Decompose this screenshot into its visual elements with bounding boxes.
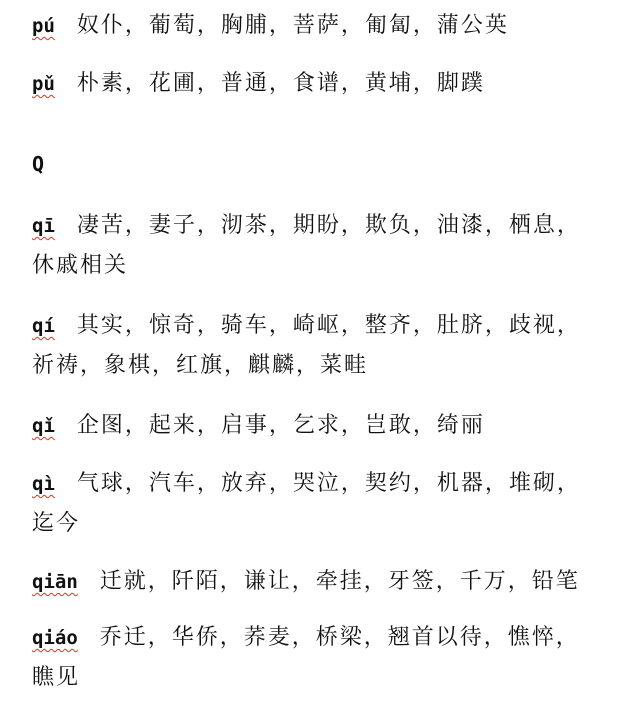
word-list: 迁就，阡陌，谦让，牵挂，牙签，千万，铅笔: [99, 569, 580, 594]
word-list-continued: 休戚相关: [32, 253, 129, 278]
entry-qi3: [32, 406, 602, 446]
entry-qi2: [32, 306, 602, 386]
entry-qian: [32, 562, 602, 602]
pinyin-label: qì: [32, 473, 55, 495]
word-list-continued: 祈祷，象棋，红旗，麒麟，菜畦: [32, 353, 369, 378]
section-heading: Q: [32, 152, 45, 176]
entry-pu3: [32, 64, 602, 104]
pinyin-label: pǔ: [32, 73, 55, 95]
word-list: 朴素，花圃，普通，食谱，黄埔，脚蹼: [76, 71, 485, 96]
word-list-continued: 瞧见: [32, 665, 81, 690]
word-list: 乔迁，华侨，荞麦，桥梁，翘首以待，憔悴，: [99, 625, 580, 650]
word-list: 其实，惊奇，骑车，崎岖，整齐，肚脐，歧视，: [76, 313, 581, 338]
pinyin-label: qǐ: [32, 415, 55, 437]
pinyin-label: qiáo: [32, 627, 78, 649]
pinyin-label: qiān: [32, 571, 78, 593]
pinyin-label: pú: [32, 15, 55, 37]
entry-qi1: [32, 206, 602, 286]
entry-qi4: [32, 464, 602, 544]
word-list: 奴仆，葡萄，胸脯，菩萨，匍匐，蒲公英: [76, 13, 509, 38]
entry-qiao: [32, 618, 602, 698]
word-list: 企图，起来，启事，乞求，岂敢，绮丽: [76, 413, 485, 438]
word-list: 气球，汽车，放弃，哭泣，契约，机器，堆砌，: [76, 471, 581, 496]
pinyin-label: qí: [32, 315, 55, 337]
entry-pu: [32, 6, 602, 46]
pinyin-label: qī: [32, 215, 55, 237]
word-list: 凄苦，妻子，沏茶，期盼，欺负，油漆，栖息，: [76, 213, 581, 238]
word-list-continued: 迄今: [32, 511, 81, 536]
